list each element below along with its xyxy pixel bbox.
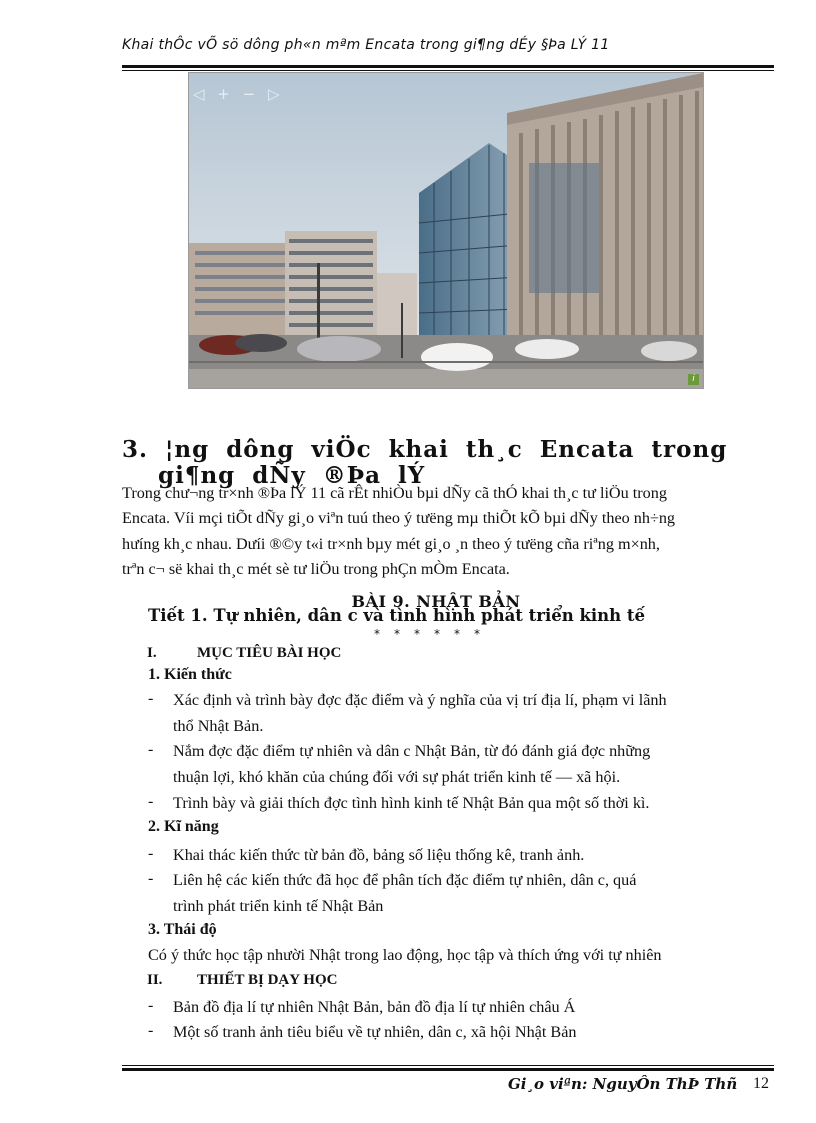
bullet-dash: - — [148, 690, 154, 707]
subsection-ki-nang: 2. Kĩ năng — [148, 818, 219, 835]
list-item-line: thổ Nhật Bản. — [173, 716, 264, 735]
info-icon[interactable]: i — [688, 374, 699, 385]
bullet-dash: - — [148, 741, 154, 758]
section-i-number: I. — [147, 645, 157, 661]
list-item-line: Liên hệ các kiến thức đã học để phân tích đặc điểm tự nhiên, dân c, quá — [173, 871, 637, 889]
building-photo — [188, 72, 704, 389]
footer-rule-thin — [122, 1065, 774, 1066]
lesson-subtitle: Tiết 1. Tự nhiên, dân c và tình hình phát triển kinh tế — [148, 606, 646, 625]
teacher-signature: Gi¸o viªn: NguyÔn ThÞ Thñ — [508, 1075, 738, 1093]
subsection-thai-do: 3. Thái độ — [148, 921, 217, 938]
list-item — [173, 843, 769, 869]
bullet-dash: - — [148, 845, 154, 862]
list-item-line: thuận lợi, khó khăn của chúng đối với sự phát triển kinh tế — xã hội. — [173, 767, 621, 786]
list-item-line: trình phát triển kinh tế Nhật Bản — [173, 896, 384, 915]
list-item — [173, 688, 769, 739]
intro-line-4: trªn c¬ së khai th¸c mét sè tư liÖu trong phÇn mÒm Encata. — [122, 560, 510, 578]
image-nav-controls[interactable]: ◁ + − ▷ — [193, 85, 284, 103]
intro-line-2: Encata. Víi mçi tiÕt dÑy gi¸o viªn tuú theo ý tưëng mµ thiÕt kÕ bµi dÑy theo nh÷ng — [122, 509, 676, 527]
subsection-kien-thuc: 1. Kiến thức — [148, 666, 232, 683]
intro-line-3: hưíng kh¸c nhau. Dưíi ®©y t«i tr×nh bµy mét gi¸o ¸n theo ý tưëng cña riªng m×nh, — [122, 535, 660, 553]
bullet-dash: - — [148, 997, 154, 1014]
page-number: 12 — [753, 1075, 769, 1092]
section-3-heading: 3. ¦ng dông viÖc khai th¸c Encata trong — [122, 436, 728, 463]
intro-line-1: Trong chư¬ng tr×nh ®Þa lÝ 11 cã rÊt nhiÒu bµi dÑy cã thÓ khai th¸c tư liÖu trong — [122, 484, 667, 502]
header-rule-thick — [122, 65, 774, 68]
list-item — [173, 739, 769, 790]
lesson-title: BÀI 9. NHẬT BẢN — [351, 592, 521, 611]
list-item-line: Trình bày và giải thích đợc tình hình kinh tế Nhật Bản qua một số thời kì. — [173, 794, 650, 812]
list-item — [173, 1020, 769, 1046]
list-item-line: Xác định và trình bày đợc đặc điểm và ý nghĩa của vị trí địa lí, phạm vi lãnh — [173, 691, 667, 709]
section-ii-label: THIẾT BỊ DẠY HỌC — [197, 972, 338, 988]
bullet-dash: - — [148, 870, 154, 887]
decorative-stars: ****** — [374, 627, 494, 641]
section-3-heading-cont: gi¶ng dÑy ®Þa lÝ — [158, 462, 426, 489]
section-ii-number: II. — [147, 972, 163, 988]
header-rule-thin — [122, 70, 774, 71]
footer-rule-thick — [122, 1068, 774, 1071]
page-header-title: Khai thÔc vÕ sö dông ph«n mªm Encata trong gi¶ng dÉy §Þa LÝ 11 — [122, 37, 610, 53]
list-item-line: Khai thác kiến thức từ bản đồ, bảng số liệu thống kê, tranh ảnh. — [173, 846, 585, 864]
list-item-line: Bản đồ địa lí tự nhiên Nhật Bản, bản đồ địa lí tự nhiên châu Á — [173, 998, 576, 1016]
list-item-line: Một số tranh ảnh tiêu biểu về tự nhiên, dân c, xã hội Nhật Bản — [173, 1023, 577, 1041]
list-item-line: Nắm đợc đặc điểm tự nhiên và dân c Nhật Bản, từ đó đánh giá đợc những — [173, 742, 651, 760]
list-item — [173, 791, 769, 817]
bullet-dash: - — [148, 793, 154, 810]
section-i-label: MỤC TIÊU BÀI HỌC — [197, 645, 342, 661]
bullet-dash: - — [148, 1022, 154, 1039]
list-item — [173, 995, 769, 1021]
list-item — [173, 868, 769, 919]
thai-do-text: Có ý thức học tập nhười Nhật trong lao động, học tập và thích ứng với tự nhiên — [148, 946, 662, 964]
